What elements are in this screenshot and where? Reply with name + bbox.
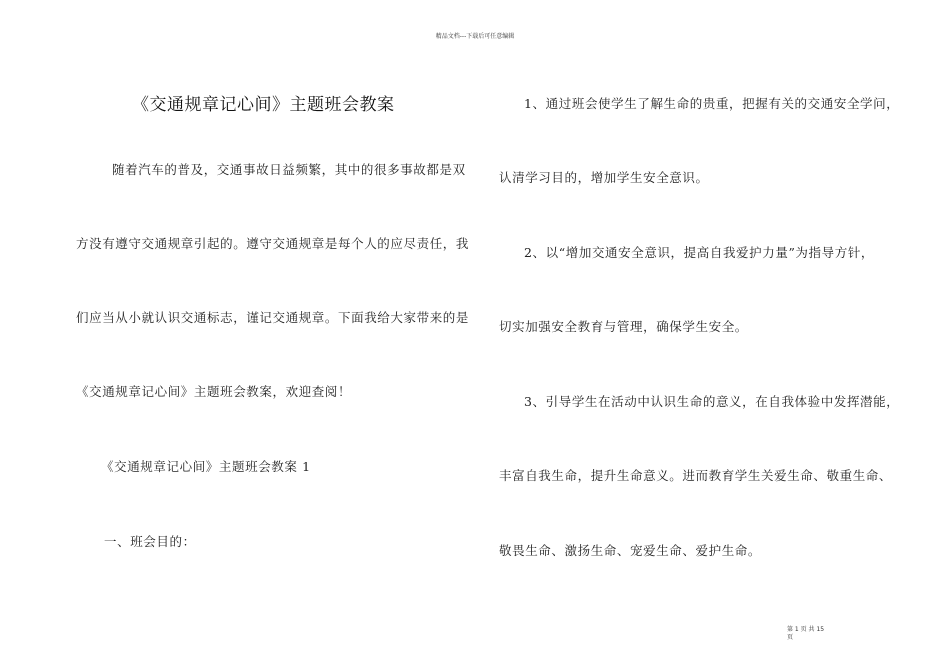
paragraph-line: 1、通过班会使学生了解生命的贵重，把握有关的交通安全学问， [524, 96, 900, 111]
page-number-line: 第 1 页 共 15 [787, 626, 825, 633]
paragraph-line: 《交通规章记心间》主题班会教案，欢迎查阅！ [76, 384, 352, 399]
document-title: 《交通规章记心间》主题班会教案 [132, 95, 395, 115]
paragraph-line: 丰富自我生命，提升生命意义。进而教育学生关爱生命、敬重生命、 [499, 468, 893, 483]
paragraph-line: 方没有遵守交通规章引起的。遵守交通规章是每个人的应尽责任，我 [76, 236, 470, 251]
lesson-plan-heading: 《交通规章记心间》主题班会教案 1 [101, 459, 311, 474]
section-heading: 一、班会目的： [104, 534, 196, 549]
paragraph-line: 认清学习目的，增加学生安全意识。 [499, 170, 709, 185]
page-number [787, 626, 824, 642]
paragraph-line: 敬畏生命、激扬生命、宠爱生命、爱护生命。 [499, 543, 762, 558]
paragraph-line: 2、以“增加交通安全意识，提高自我爱护力量”为指导方针， [524, 245, 875, 260]
paragraph-line: 切实加强安全教育与管理，确保学生安全。 [499, 319, 748, 334]
paragraph-line: 3、引导学生在活动中认识生命的意义，在自我体验中发挥潜能， [524, 394, 900, 409]
header-note: 精品文档---下载后可任意编辑 [435, 33, 515, 40]
page-number-line: 页 [787, 634, 794, 641]
paragraph-line: 们应当从小就认识交通标志，谨记交通规章。下面我给大家带来的是 [76, 310, 470, 325]
paragraph-line: 随着汽车的普及，交通事故日益频繁，其中的很多事故都是双 [112, 162, 466, 177]
